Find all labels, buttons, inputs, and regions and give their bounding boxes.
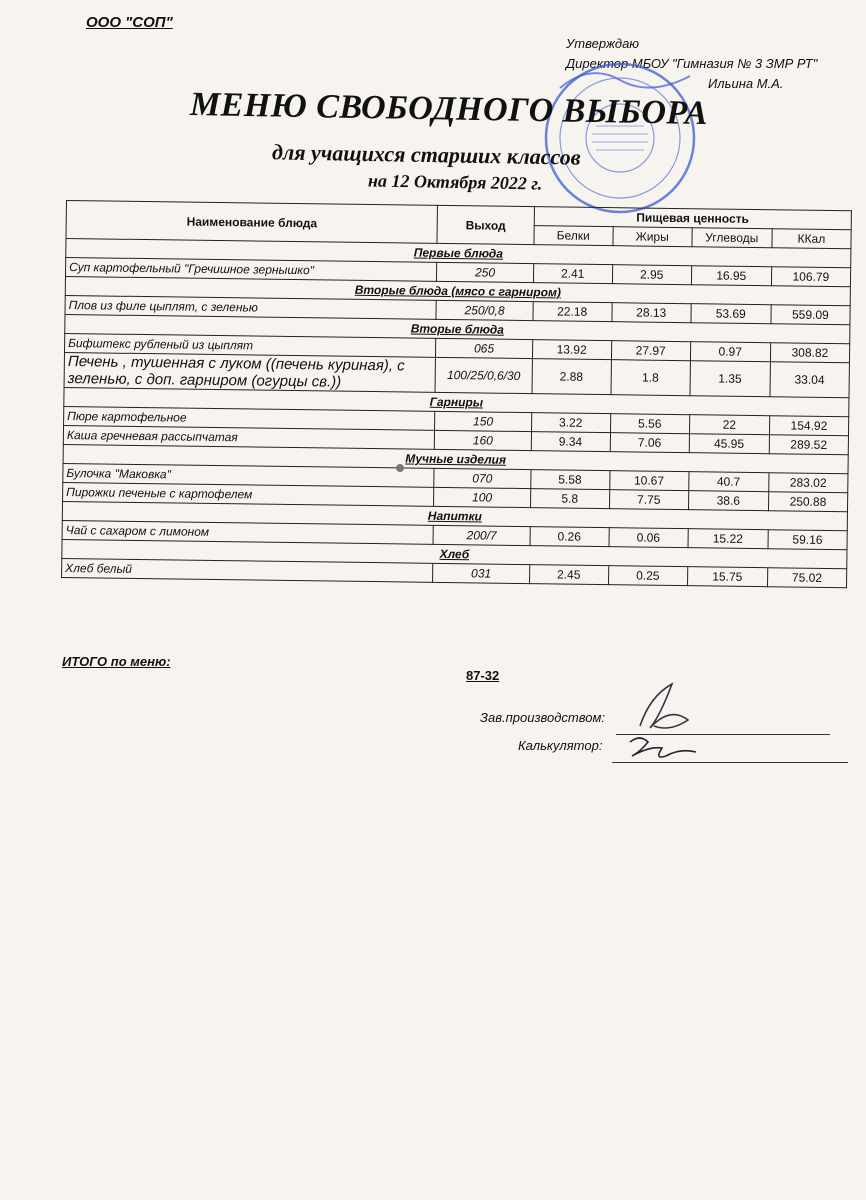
section-title: Гарниры	[64, 387, 849, 416]
dish-output: 100/25/0,6/30	[435, 357, 532, 393]
dish-output: 200/7	[433, 525, 529, 545]
dish-fats: 7.75	[609, 490, 688, 510]
total-label: ИТОГО по меню:	[62, 654, 171, 669]
dish-name: Каша гречневая рассыпчатая	[63, 425, 435, 449]
dish-kcal: 289.52	[769, 435, 849, 455]
dish-fats: 5.56	[610, 414, 689, 434]
section-title: Хлеб	[62, 539, 847, 568]
dish-carbs: 15.22	[688, 529, 768, 549]
dish-output: 065	[436, 338, 532, 358]
dish-proteins: 3.22	[531, 413, 610, 433]
total-value: 87-32	[466, 668, 500, 683]
dish-proteins: 9.34	[531, 432, 610, 452]
dish-proteins: 22.18	[533, 302, 612, 322]
dish-carbs: 0.97	[690, 342, 770, 362]
dish-output: 160	[435, 430, 531, 450]
dish-fats: 27.97	[611, 341, 690, 361]
paper-spot	[396, 464, 404, 472]
dish-kcal: 59.16	[768, 530, 848, 550]
dish-output: 150	[435, 411, 531, 431]
dish-fats: 7.06	[610, 433, 689, 453]
dish-fats: 0.25	[608, 566, 687, 586]
dish-carbs: 38.6	[688, 491, 768, 511]
dish-proteins: 2.88	[532, 359, 612, 395]
dish-proteins: 2.41	[533, 264, 612, 284]
header-nutrition: Пищевая ценность	[534, 207, 852, 230]
header-carbs: Углеводы	[692, 228, 772, 248]
dish-carbs: 40.7	[688, 472, 768, 492]
dish-output: 250/0,8	[436, 300, 532, 320]
section-title: Напитки	[62, 501, 847, 530]
header-output: Выход	[437, 205, 534, 244]
dish-kcal: 75.02	[767, 568, 847, 588]
dish-kcal: 283.02	[768, 473, 848, 493]
header-name: Наименование блюда	[66, 201, 438, 244]
approval-line-2: Директор МБОУ "Гимназия № 3 ЗМР РТ"	[566, 56, 818, 71]
dish-carbs: 45.95	[689, 434, 769, 454]
dish-carbs: 1.35	[690, 361, 770, 397]
dish-kcal: 559.09	[771, 305, 851, 325]
dish-output: 031	[433, 563, 529, 583]
dish-name: Пюре картофельное	[64, 406, 436, 430]
dish-name: Пирожки печеные с картофелем	[63, 482, 435, 506]
document-title: МЕНЮ СВОБОДНОГО ВЫБОРА	[189, 86, 709, 133]
menu-table	[61, 200, 852, 588]
section-title: Вторые блюда (мясо с гарниром)	[65, 277, 850, 306]
header-kcal: ККал	[772, 229, 852, 249]
dish-name: Булочка "Маковка"	[63, 463, 435, 487]
calculator-label: Калькулятор:	[518, 738, 603, 753]
dish-carbs: 16.95	[691, 266, 771, 286]
dish-name: Суп картофельный "Гречишное зернышко"	[65, 258, 437, 282]
section-title: Вторые блюда	[65, 314, 850, 343]
handwritten-signature-icon	[610, 676, 720, 766]
dish-fats: 0.06	[609, 528, 688, 548]
dish-proteins: 5.8	[530, 489, 609, 509]
production-head-label: Зав.производством:	[480, 710, 605, 725]
document-subtitle: для учащихся старших классов	[271, 139, 581, 170]
section-title: Мучные изделия	[63, 444, 848, 473]
dish-fats: 10.67	[609, 471, 688, 491]
dish-output: 070	[434, 468, 530, 488]
dish-kcal: 308.82	[770, 343, 850, 363]
dish-proteins: 13.92	[532, 340, 611, 360]
dish-name: Бифштекс рубленый из цыплят	[65, 333, 437, 357]
dish-output: 250	[437, 262, 533, 282]
dish-fats: 28.13	[612, 303, 691, 323]
dish-kcal: 106.79	[771, 267, 851, 287]
dish-fats: 2.95	[612, 265, 691, 285]
organization-name: ООО "СОП"	[86, 14, 173, 31]
dish-name: Печень , тушенная с луком ((печень куриная), с зеленью, с доп. гарниром (огурцы св.))	[64, 352, 436, 392]
dish-kcal: 250.88	[768, 492, 848, 512]
dish-proteins: 0.26	[530, 527, 609, 547]
dish-proteins: 5.58	[530, 470, 609, 490]
dish-name: Хлеб белый	[62, 558, 434, 582]
dish-name: Чай с сахаром с лимоном	[62, 520, 434, 544]
approval-line-1: Утверждаю	[566, 36, 640, 51]
dish-kcal: 154.92	[769, 416, 849, 436]
official-stamp-icon	[540, 58, 700, 218]
dish-name: Плов из филе цыплят, с зеленью	[65, 295, 437, 319]
header-fats: Жиры	[613, 227, 692, 247]
header-proteins: Белки	[534, 226, 613, 246]
dish-output: 100	[434, 487, 530, 507]
document-date: на 12 Октября 2022 г.	[367, 170, 543, 194]
dish-kcal: 33.04	[770, 362, 850, 398]
dish-fats: 1.8	[611, 360, 691, 396]
dish-carbs: 53.69	[691, 304, 771, 324]
dish-proteins: 2.45	[529, 565, 608, 585]
section-title: Первые блюда	[66, 239, 851, 268]
approval-line-3: Ильина М.А.	[708, 76, 784, 91]
dish-carbs: 15.75	[687, 567, 767, 587]
dish-carbs: 22	[689, 415, 769, 435]
